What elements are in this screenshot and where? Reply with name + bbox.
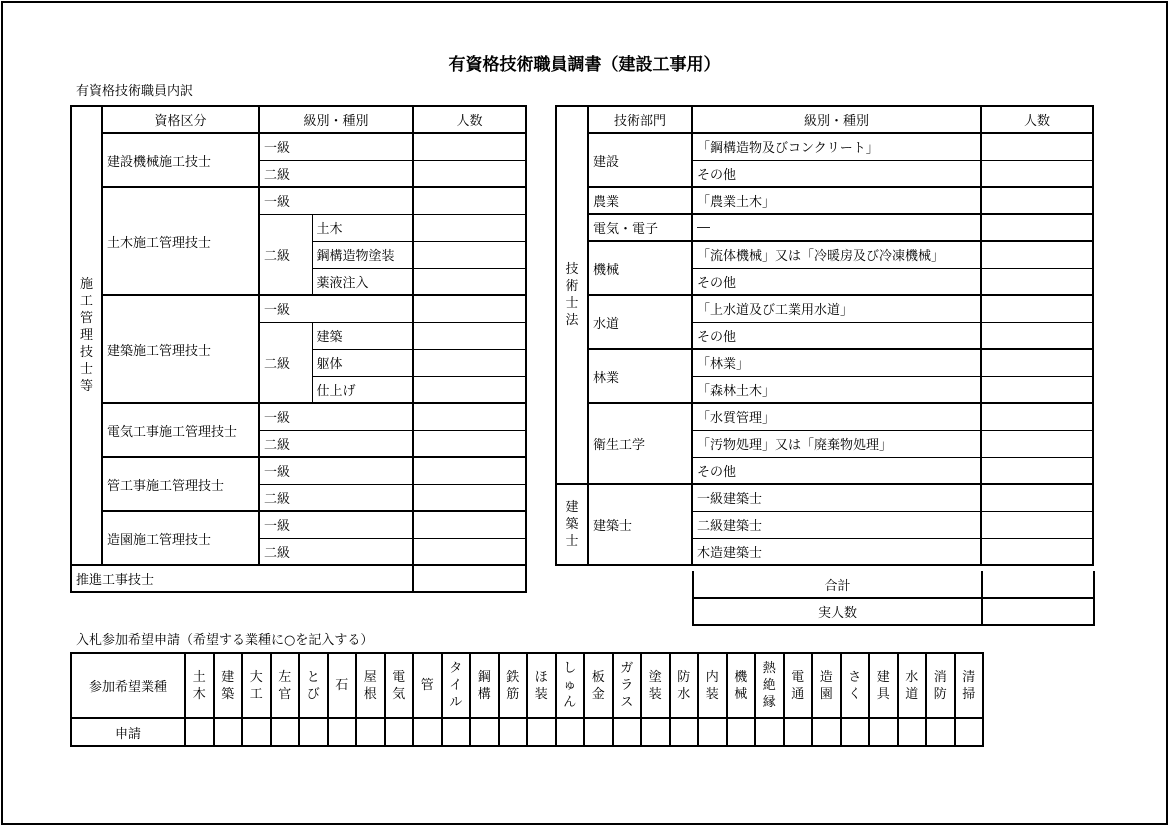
count-cell[interactable]: [981, 484, 1093, 511]
count-cell[interactable]: [413, 430, 526, 457]
type-label: その他: [692, 160, 981, 187]
actual-count-label: 実人数: [693, 598, 982, 625]
header-count: 人数: [413, 106, 526, 133]
industry-apply-cell[interactable]: [470, 718, 499, 746]
type-label: 「鋼構造物及びコンクリート」: [692, 133, 981, 160]
grade-label: 二級: [259, 430, 413, 457]
industry-label: 防水: [670, 653, 699, 718]
grade-label: 二級: [259, 538, 413, 565]
qual-suishin: 推進工事技士: [71, 565, 413, 592]
dept-kenchikushi: 建築士: [588, 484, 692, 565]
industry-label: 水道: [898, 653, 927, 718]
industry-label: 大工: [242, 653, 271, 718]
type-label: 仕上げ: [312, 376, 413, 403]
count-cell[interactable]: [981, 349, 1093, 376]
type-label: その他: [692, 268, 981, 295]
industry-label: 清掃: [955, 653, 984, 718]
totals-table: [692, 571, 1095, 626]
count-cell[interactable]: [413, 457, 526, 484]
industry-label: 管: [413, 653, 442, 718]
count-cell[interactable]: [981, 457, 1093, 484]
industry-apply-cell[interactable]: [841, 718, 870, 746]
industry-apply-cell[interactable]: [670, 718, 699, 746]
industry-apply-cell[interactable]: [698, 718, 727, 746]
type-label: 鋼構造物塗装: [312, 241, 413, 268]
grade-label: 一級: [259, 457, 413, 484]
type-label: 土木: [312, 214, 413, 241]
count-cell[interactable]: [413, 511, 526, 538]
industry-label: 鋼構: [470, 653, 499, 718]
industry-apply-cell[interactable]: [755, 718, 784, 746]
industry-label: 塗装: [641, 653, 670, 718]
industry-apply-cell[interactable]: [499, 718, 528, 746]
type-label: 「流体機械」又は「冷暖房及び冷凍機械」: [692, 241, 981, 268]
count-cell[interactable]: [981, 376, 1093, 403]
industry-apply-cell[interactable]: [328, 718, 357, 746]
industry-apply-cell[interactable]: [869, 718, 898, 746]
count-cell[interactable]: [981, 403, 1093, 430]
qual-kenchiku: 建築施工管理技士: [102, 295, 259, 403]
section-label-staff: 有資格技術職員内訳: [76, 84, 194, 99]
type-label: 「森林土木」: [692, 376, 981, 403]
header-qualification: 資格区分: [102, 106, 259, 133]
industry-label: タイル: [442, 653, 471, 718]
grade-label: 二級: [259, 160, 413, 187]
dept-kikai: 機械: [588, 241, 692, 295]
industry-apply-cell[interactable]: [955, 718, 984, 746]
grade-label: 一級: [259, 133, 413, 160]
dept-nogyo: 農業: [588, 187, 692, 214]
industry-apply-cell[interactable]: [556, 718, 585, 746]
count-cell[interactable]: [413, 268, 526, 295]
type-label: その他: [692, 457, 981, 484]
header-grade: 級別・種別: [259, 106, 413, 133]
count-cell[interactable]: [981, 187, 1093, 214]
grade-label: 二級: [259, 322, 312, 403]
industry-label: 石: [328, 653, 357, 718]
count-cell[interactable]: [413, 160, 526, 187]
industry-apply-cell[interactable]: [214, 718, 243, 746]
type-label: 「農業土木」: [692, 187, 981, 214]
dept-suido: 水道: [588, 295, 692, 349]
industry-apply-cell[interactable]: [784, 718, 813, 746]
dept-kensetsu: 建設: [588, 133, 692, 187]
group-label-sekou: 施 工 管 理 技 士 等: [71, 106, 102, 565]
type-label: 躯体: [312, 349, 413, 376]
page-title: 有資格技術職員調書（建設工事用）: [448, 55, 721, 75]
grade-label: 二級: [259, 484, 413, 511]
count-cell[interactable]: [981, 133, 1093, 160]
industry-label: 建具: [869, 653, 898, 718]
count-cell[interactable]: [413, 322, 526, 349]
count-cell[interactable]: [413, 295, 526, 322]
count-cell[interactable]: [413, 376, 526, 403]
type-label: 「汚物処理」又は「廃棄物処理」: [692, 430, 981, 457]
type-label: 薬液注入: [312, 268, 413, 295]
industry-apply-cell[interactable]: [641, 718, 670, 746]
type-label: 二級建築士: [692, 511, 981, 538]
qualified-staff-table: [70, 105, 527, 593]
bid-table: [70, 652, 984, 747]
type-label: 木造建築士: [692, 538, 981, 565]
industry-label: 内装: [698, 653, 727, 718]
count-cell[interactable]: [981, 160, 1093, 187]
count-cell[interactable]: [981, 511, 1093, 538]
group-label-kenchikushi: 建 築 士: [556, 484, 588, 565]
industry-label: 鉄筋: [499, 653, 528, 718]
type-label: 建築: [312, 322, 413, 349]
count-cell[interactable]: [413, 403, 526, 430]
qual-kenki: 建設機械施工技士: [102, 133, 259, 187]
industry-label: 熱絶縁: [755, 653, 784, 718]
count-cell[interactable]: [413, 565, 526, 592]
type-label: 「水質管理」: [692, 403, 981, 430]
industry-label: とび: [299, 653, 328, 718]
industry-label: 板金: [584, 653, 613, 718]
qual-doboku: 土木施工管理技士: [102, 187, 259, 295]
industry-apply-cell[interactable]: [442, 718, 471, 746]
type-label: ―: [692, 214, 981, 241]
count-cell[interactable]: [413, 349, 526, 376]
industry-apply-cell[interactable]: [727, 718, 756, 746]
industry-label: さく: [841, 653, 870, 718]
industry-label: ガラス: [613, 653, 642, 718]
type-label: 一級建築士: [692, 484, 981, 511]
industry-apply-cell[interactable]: [185, 718, 214, 746]
count-cell[interactable]: [413, 187, 526, 214]
grade-label: 一級: [259, 511, 413, 538]
qual-kan: 管工事施工管理技士: [102, 457, 259, 511]
industry-label: 建築: [214, 653, 243, 718]
industry-apply-cell[interactable]: [242, 718, 271, 746]
count-cell[interactable]: [413, 133, 526, 160]
grade-label: 一級: [259, 187, 413, 214]
group-label-gijutsushi: 技 術 士 法: [556, 106, 588, 484]
bid-row-label: 参加希望業種: [71, 653, 185, 718]
dept-denki: 電気・電子: [588, 214, 692, 241]
count-cell[interactable]: [413, 538, 526, 565]
industry-apply-cell[interactable]: [299, 718, 328, 746]
qual-zoen: 造園施工管理技士: [102, 511, 259, 565]
industry-apply-cell[interactable]: [613, 718, 642, 746]
engineer-table: [555, 105, 1094, 566]
count-cell[interactable]: [981, 241, 1093, 268]
industry-label: 電通: [784, 653, 813, 718]
industry-label: 消防: [926, 653, 955, 718]
industry-label: 電気: [385, 653, 414, 718]
count-cell[interactable]: [981, 430, 1093, 457]
industry-apply-cell[interactable]: [413, 718, 442, 746]
grade-label: 一級: [259, 295, 413, 322]
count-cell[interactable]: [413, 484, 526, 511]
count-cell[interactable]: [413, 214, 526, 241]
industry-apply-cell[interactable]: [527, 718, 556, 746]
count-cell[interactable]: [981, 295, 1093, 322]
type-label: 「林業」: [692, 349, 981, 376]
count-cell[interactable]: [981, 268, 1093, 295]
dept-eisei: 衛生工学: [588, 403, 692, 484]
grade-label: 一級: [259, 403, 413, 430]
industry-apply-cell[interactable]: [271, 718, 300, 746]
dept-ringyo: 林業: [588, 349, 692, 403]
type-label: その他: [692, 322, 981, 349]
count-cell[interactable]: [981, 538, 1093, 565]
industry-label: 屋根: [356, 653, 385, 718]
header-grade: 級別・種別: [692, 106, 981, 133]
industry-apply-cell[interactable]: [356, 718, 385, 746]
actual-count-cell[interactable]: [982, 598, 1094, 625]
industry-label: しゅん: [556, 653, 585, 718]
industry-apply-cell[interactable]: [812, 718, 841, 746]
industry-label: 機械: [727, 653, 756, 718]
industry-apply-cell[interactable]: [584, 718, 613, 746]
industry-apply-cell[interactable]: [385, 718, 414, 746]
type-label: 「上水道及び工業用水道」: [692, 295, 981, 322]
industry-apply-cell[interactable]: [898, 718, 927, 746]
total-label: 合計: [693, 571, 982, 598]
total-count-cell[interactable]: [982, 571, 1094, 598]
industry-label: 造園: [812, 653, 841, 718]
grade-label: 二級: [259, 214, 312, 295]
count-cell[interactable]: [981, 322, 1093, 349]
industry-label: 左官: [271, 653, 300, 718]
count-cell[interactable]: [981, 214, 1093, 241]
section-label-bid: 入札参加希望申請（希望する業種に○を記入する）: [76, 633, 374, 648]
apply-row-label: 申請: [71, 718, 185, 746]
industry-apply-cell[interactable]: [926, 718, 955, 746]
header-dept: 技術部門: [588, 106, 692, 133]
qual-denki: 電気工事施工管理技士: [102, 403, 259, 457]
count-cell[interactable]: [413, 241, 526, 268]
industry-label: 土木: [185, 653, 214, 718]
header-count: 人数: [981, 106, 1093, 133]
industry-label: ほ装: [527, 653, 556, 718]
